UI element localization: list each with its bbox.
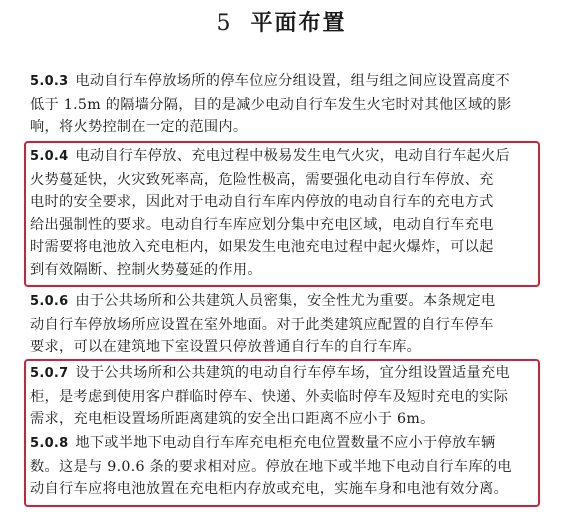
clause-text-line: 给出强制性的要求。电动自行车库应划分集中充电区域，电动自行车充电 xyxy=(30,216,494,233)
clause-text-line: 到有效隔断、控制火势蔓延的作用。 xyxy=(30,261,262,278)
clause-number: 5.0.4 xyxy=(30,149,69,164)
clause-text-line: 火势蔓延快，火灾致死率高，危险性极高，需要强化电动自行车停放、充 xyxy=(30,171,494,188)
clause-5-0-4 xyxy=(30,145,536,281)
clause-text-line: 电动自行车停放、充电过程中极易发生电气火灾，电动自行车起火后 xyxy=(75,148,510,164)
clause-number: 5.0.8 xyxy=(30,436,69,451)
clause-number: 5.0.6 xyxy=(30,294,69,309)
section-title: 平面布置 xyxy=(250,10,347,36)
clause-5-0-7 xyxy=(30,362,536,431)
clause-text-line: 要求，可以在建筑地下室设置只停放普通自行车的自行车库。 xyxy=(30,339,422,355)
clause-text-line: 由于公共场所和公共建筑人员密集，安全性尤为重要。本条规定电 xyxy=(75,293,496,309)
clause-text-line: 低于 1.5m 的隔墙分隔，目的是减少电动自行车发生火宅时对其他区域的影 xyxy=(30,96,512,113)
clause-text-line: 电动自行车停放场所的停车位应分组设置，组与组之间应设置高度不 xyxy=(75,73,510,89)
clause-text-line: 时需要将电池放入充电柜内，如果发生电池充电过程中起火爆炸，可以起 xyxy=(30,239,494,255)
clause-5-0-3 xyxy=(30,70,536,139)
clause-text-line: 电时的安全要求，因此对于电动自行车库内停放的电动自行车的充电方式 xyxy=(30,194,494,210)
clause-number: 5.0.7 xyxy=(30,366,69,381)
clause-5-0-6 xyxy=(30,290,536,359)
clause-text-line: 动自行车应将电池放置在充电柜内存放或充电，实施车身和电池有效分离。 xyxy=(30,481,509,497)
section-heading xyxy=(0,6,563,37)
clause-text-line: 响，将火势控制在一定的范围内。 xyxy=(30,119,248,135)
clause-text-line: 设于公共场所和公共建筑的电动自行车停车场，宜分组设置适量充电 xyxy=(75,365,510,381)
clause-text-line: 动自行车停放场所应设置在室外地面。对于此类建筑应配置的自行车停车 xyxy=(30,316,494,333)
clause-number: 5.0.3 xyxy=(30,74,69,89)
clause-text-line: 数。这是与 9.0.6 条的要求相对应。停放在地下或半地下电动自行车库的电 xyxy=(30,458,512,475)
section-number: 5 xyxy=(216,11,233,36)
clause-text-line: 柜，是考虑到使用客户群临时停车、快递、外卖临时停车及短时充电的实际 xyxy=(30,388,509,405)
clause-text-line: 需求，充电柜设置场所距离建筑的安全出口距离不应小于 6m。 xyxy=(30,411,435,427)
clause-5-0-8 xyxy=(30,432,536,501)
clause-text-line: 地下或半地下电动自行车库充电柜充电位置数量不应小于停放车辆 xyxy=(75,435,496,451)
